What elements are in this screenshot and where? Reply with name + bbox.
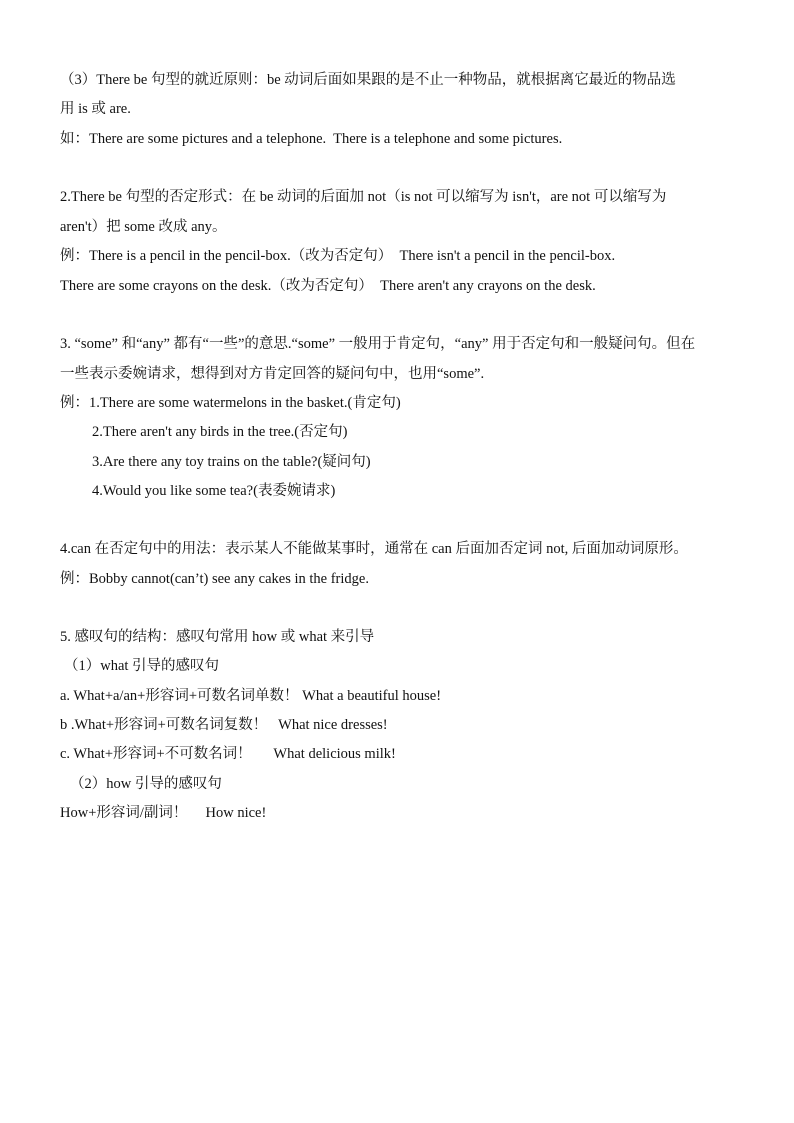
section-5-sub-1: （1）what 引导的感叹句 (64, 658, 220, 674)
section-5-title: 5. 感叹句的结构：感叹句常用 how 或 what 来引导 (60, 629, 375, 645)
section-2-example-2: There are some crayons on the desk.（改为否定句） There aren't any crayons on the desk. (60, 278, 596, 294)
section-5-item-c: c. What+形容词+不可数名词！ What delicious milk! (60, 746, 396, 762)
section-2-example-1: 例：There is a pencil in the pencil-box.（改为否定句） There isn't a pencil in the pencil-box. (60, 248, 616, 264)
section-3-intro-line-2: 用 is 或 are. (60, 101, 131, 117)
section-2-line-1: 2.There be 句型的否定形式：在 be 动词的后面加 not（is not 可以缩写为 isn't，are not 可以缩写为 (60, 189, 667, 205)
section-3-intro-line-1: （3）There be 句型的就近原则：be 动词后面如果跟的是不止一种物品，就根据离它最近的物品选 (60, 72, 676, 88)
section-4-example: 例：Bobby cannot(can’t) see any cakes in the fridge. (60, 571, 369, 587)
section-3-example-3: 3.Are there any toy trains on the table?(疑问句) (92, 454, 371, 470)
section-3-line-1: 3. “some” 和“any” 都有“一些”的意思.“some” 一般用于肯定句，“any” 用于否定句和一般疑问句。但在 (60, 336, 696, 352)
section-3-example-2: 2.There aren't any birds in the tree.(否定句) (92, 424, 348, 440)
section-3-intro-example: 如：There are some pictures and a telephone. There is a telephone and some pictures. (60, 131, 563, 147)
section-3-line-2: 一些表示委婉请求，想得到对方肯定回答的疑问句中，也用“some”. (60, 366, 485, 382)
section-2-line-2: aren't）把 some 改成 any。 (60, 219, 227, 235)
section-3-example-4: 4.Would you like some tea?(表委婉请求) (92, 483, 336, 499)
section-5-item-a: a. What+a/an+形容词+可数名词单数！ What a beautiful house! (60, 688, 442, 704)
section-3-example-1: 例：1.There are some watermelons in the basket.(肯定句) (60, 395, 401, 411)
section-5-sub-2: （2）how 引导的感叹句 (70, 776, 222, 792)
section-5-how: How+形容词/副词！ How nice! (60, 805, 267, 821)
section-5-item-b: b .What+形容词+可数名词复数！ What nice dresses! (60, 717, 388, 733)
section-4-line-1: 4.can 在否定句中的用法：表示某人不能做某事时，通常在 can 后面加否定词 not, 后面加动词原形。 (60, 541, 688, 557)
